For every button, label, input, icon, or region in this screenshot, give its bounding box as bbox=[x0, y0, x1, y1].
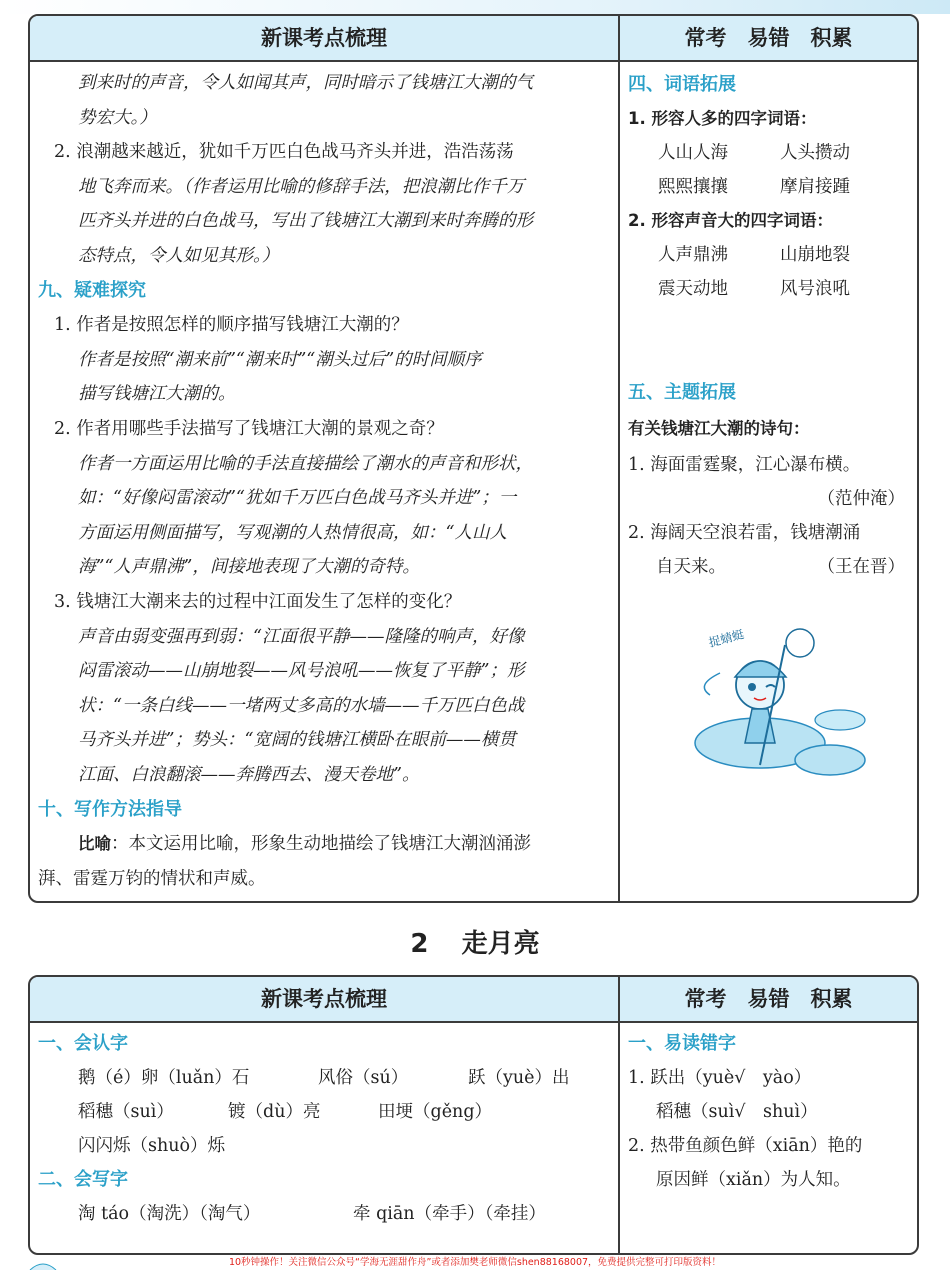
column-divider bbox=[618, 16, 620, 901]
section-heading: 十、写作方法指导 bbox=[38, 798, 182, 820]
write-item: 牵 qiān（牵手）（牵挂） bbox=[353, 1204, 546, 1224]
header-new-lesson-points: 新课考点梳理 bbox=[30, 16, 618, 62]
poem-line: 2. 海阔天空浪若雷，钱塘潮涌 bbox=[628, 523, 861, 543]
text-line: 海”“人声鼎沸”，间接地表现了大潮的奇特。 bbox=[78, 557, 420, 578]
text-line: 江面、白浪翻滚——奔腾西去、漫天卷地”。 bbox=[78, 765, 420, 785]
cartoon-girl-illustration bbox=[690, 625, 870, 783]
text-line: 匹齐头并进的白色战马，写出了钱塘江大潮到来时奔腾的形 bbox=[78, 211, 533, 232]
text-line: 2. 作者用哪些手法描写了钱塘江大潮的景观之奇？ bbox=[54, 419, 444, 439]
poem-heading: 有关钱塘江大潮的诗句： bbox=[628, 419, 810, 438]
text-line: 3. 钱塘江大潮来去的过程中江面发生了怎样的变化？ bbox=[54, 592, 462, 612]
text-line: 湃、雷霆万钧的情状和声威。 bbox=[38, 868, 266, 889]
lead-term: 比喻 bbox=[78, 834, 111, 854]
char-item: 风俗（sú） bbox=[318, 1068, 409, 1088]
top-decoration bbox=[0, 0, 950, 14]
word-item: 风号浪吼 bbox=[780, 279, 850, 299]
section-easy-misread: 一、易读错字 bbox=[628, 1033, 736, 1054]
text-line: 描写钱塘江大潮的。 bbox=[78, 384, 236, 405]
section-heading: 九、疑难探究 bbox=[38, 279, 146, 301]
question-crowd-words: 1. 形容人多的四字词语： bbox=[628, 109, 817, 128]
text-line: 方面运用侧面描写，写观潮的人热情很高，如：“人山人 bbox=[78, 522, 507, 543]
text-line: 声音由弱变强再到弱：“江面很平静——隆隆的响声，好像 bbox=[78, 626, 525, 647]
word-item: 人山人海 bbox=[658, 143, 728, 163]
poem-line: 1. 海面雷霆聚，江心瀑布横。 bbox=[628, 455, 861, 475]
lesson-name: 走月亮 bbox=[461, 929, 540, 959]
header-common-errors: 常考 易错 积累 bbox=[620, 16, 917, 62]
poem-author: （范仲淹） bbox=[817, 489, 905, 509]
study-table-2 bbox=[28, 975, 919, 1255]
column-divider bbox=[618, 977, 620, 1253]
section-word-expansion: 四、词语拓展 bbox=[628, 74, 736, 95]
text-line: 作者一方面运用比喻的手法直接描绘了潮水的声音和形状， bbox=[78, 453, 533, 474]
text-line: 2. 浪潮越来越近，犹如千万匹白色战马齐头并进，浩浩荡荡 bbox=[54, 142, 514, 163]
poem-author: （王在晋） bbox=[817, 557, 905, 577]
question-loud-words: 2. 形容声音大的四字词语： bbox=[628, 211, 833, 230]
text-line: 如：“好像闷雷滚动”“犹如千万匹白色战马齐头并进”；一 bbox=[78, 488, 517, 509]
text-line: 作者是按照“潮来前”“潮来时”“潮头过后”的时间顺序 bbox=[78, 349, 482, 370]
char-item: 镀（dù）亮 bbox=[228, 1102, 321, 1122]
section-theme-expansion: 五、主题拓展 bbox=[628, 382, 736, 403]
poem-line: 自天来。 bbox=[656, 557, 726, 577]
footer-promo-text: 10秒钟操作！关注微信公众号“学海无涯甜作舟”或者添加樊老师微信shen88168007，免费提供完整可打印版资料！ bbox=[228, 1257, 722, 1268]
word-item: 震天动地 bbox=[658, 279, 728, 299]
word-item: 摩肩接踵 bbox=[780, 177, 850, 197]
misread-item: 稻穗（suì√ shuì） bbox=[656, 1102, 818, 1122]
text-line bbox=[78, 827, 531, 861]
header-common-errors: 常考 易错 积累 bbox=[620, 977, 917, 1023]
char-item: 跃（yuè）出 bbox=[468, 1068, 570, 1088]
section-write-chars: 二、会写字 bbox=[38, 1169, 128, 1190]
misread-item: 原因鲜（xiǎn）为人知。 bbox=[656, 1170, 851, 1190]
text-line: 闷雷滚动——山崩地裂——风号浪吼——恢复了平静”；形 bbox=[78, 661, 525, 682]
misread-item: 2. 热带鱼颜色鲜（xiān）艳的 bbox=[628, 1136, 863, 1156]
text-line: 势宏大。） bbox=[78, 107, 157, 128]
word-item: 熙熙攘攘 bbox=[658, 177, 728, 197]
char-item: 闪闪烁（shuò）烁 bbox=[78, 1136, 226, 1156]
word-item: 人头攒动 bbox=[780, 143, 850, 163]
header-new-lesson-points: 新课考点梳理 bbox=[30, 977, 618, 1023]
text-line: 地飞奔而来。（作者运用比喻的修辞手法，把浪潮比作千万 bbox=[78, 176, 525, 197]
text-line: 1. 作者是按照怎样的顺序描写钱塘江大潮的？ bbox=[54, 315, 409, 336]
misread-item: 1. 跃出（yuè√ yào） bbox=[628, 1068, 812, 1088]
section-recognize-chars: 一、会认字 bbox=[38, 1033, 128, 1054]
text-line: 态特点，令人如见其形。） bbox=[78, 246, 280, 266]
word-item: 人声鼎沸 bbox=[658, 245, 728, 265]
text-line: 状：“一条白线——一堵两丈多高的水墙——千万匹白色战 bbox=[78, 695, 525, 716]
lesson-number: 2 bbox=[410, 929, 429, 959]
char-item: 稻穗（suì） bbox=[78, 1102, 174, 1122]
text-line: 到来时的声音，令人如闻其声，同时暗示了钱塘江大潮的气 bbox=[78, 73, 533, 93]
char-item: 田埂（gěng） bbox=[378, 1102, 493, 1122]
lesson-title bbox=[0, 923, 950, 960]
text-line: 马齐头并进”；势头：“宽阔的钱塘江横卧在眼前——横贯 bbox=[78, 730, 516, 751]
svg-text:捉蜻蜓: 捉蜻蜓 bbox=[707, 627, 746, 650]
word-item: 山崩地裂 bbox=[780, 245, 850, 265]
char-item: 鹅（é）卵（luǎn）石 bbox=[78, 1068, 250, 1088]
write-item: 淘 táo（淘洗）（淘气） bbox=[78, 1204, 261, 1224]
lead-rest: ：本文运用比喻，形象生动地描绘了钱塘江大潮汹涌澎 bbox=[111, 834, 531, 855]
